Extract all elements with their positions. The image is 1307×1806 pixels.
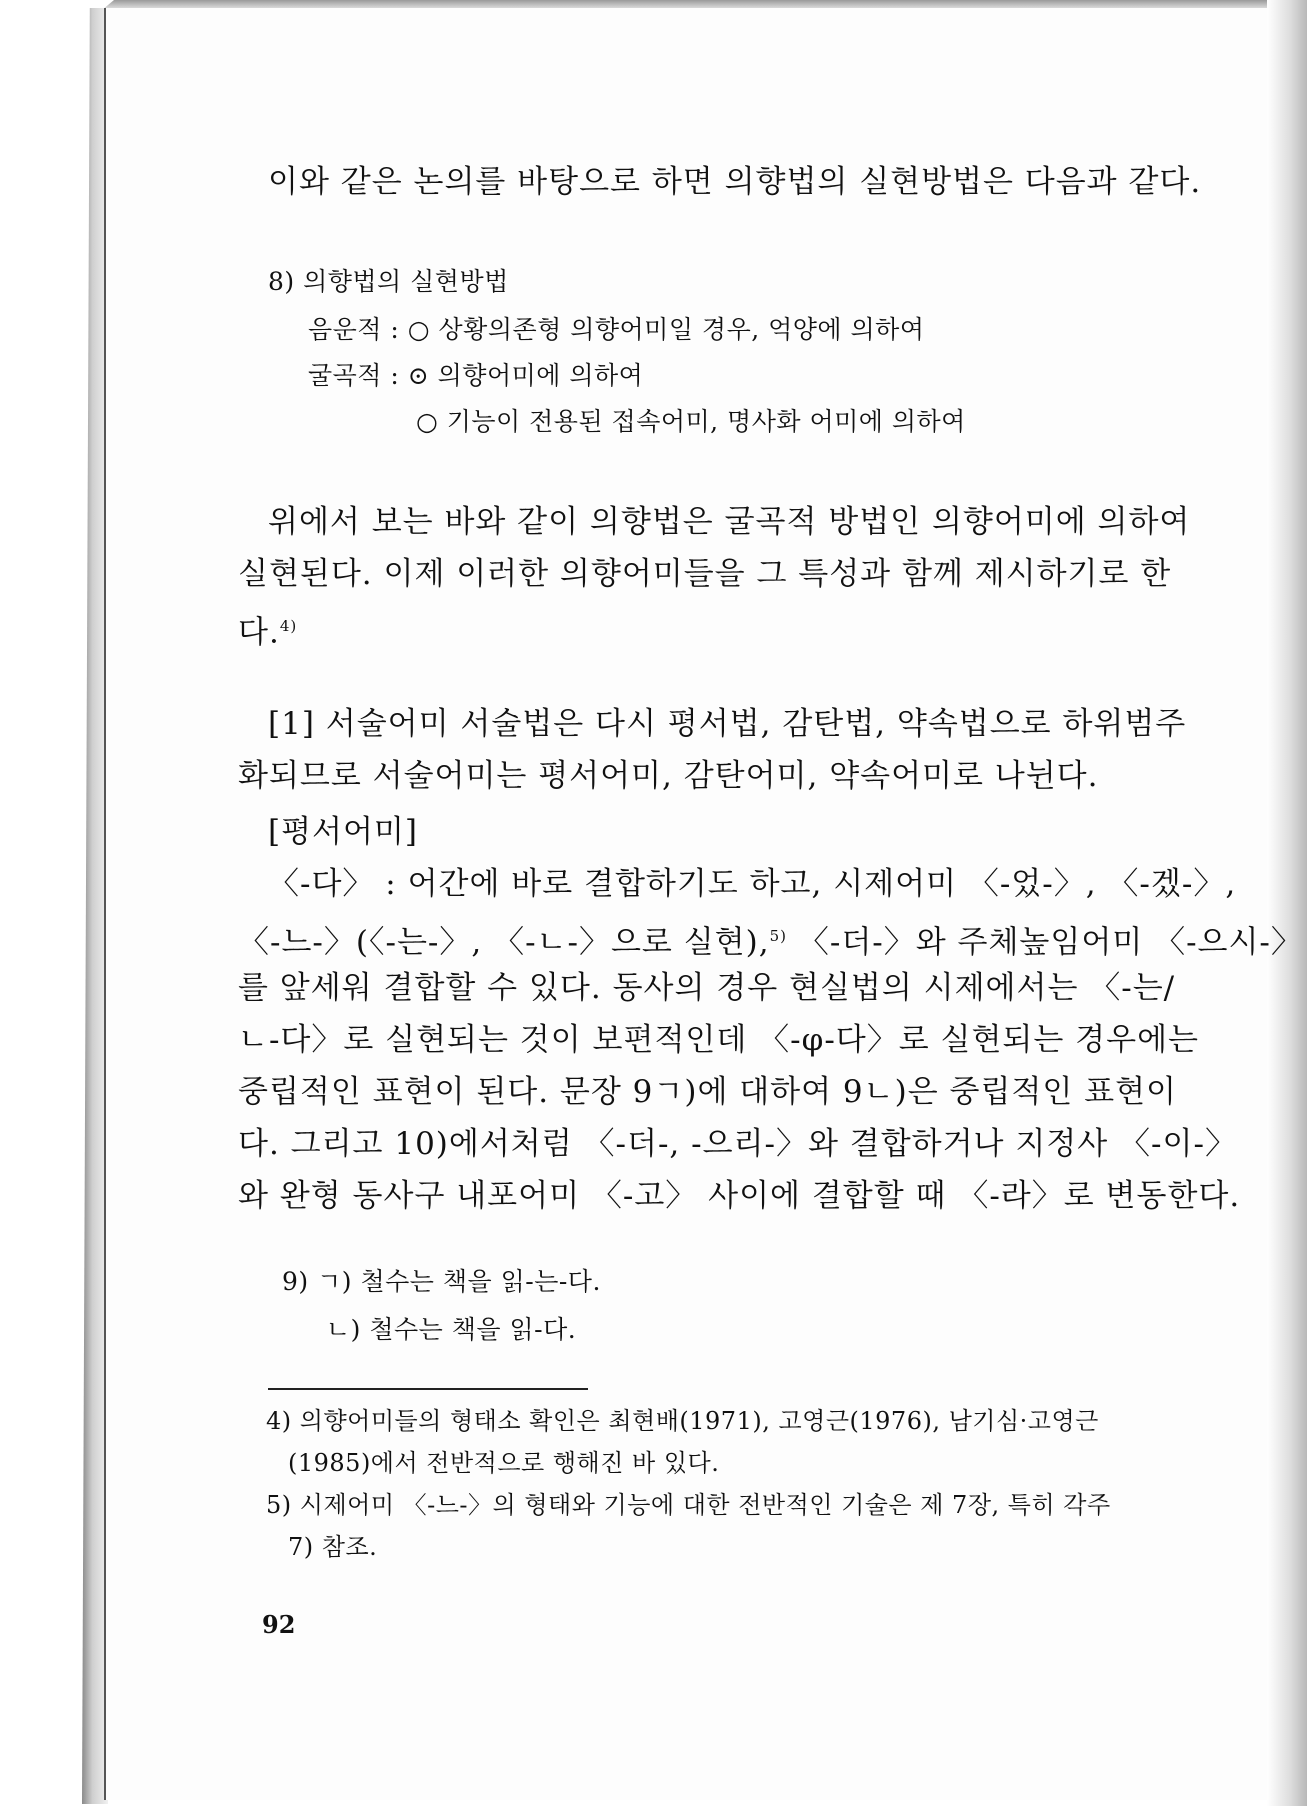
page-number: 92 [262, 1610, 296, 1639]
para3-line4: ㄴ-다〉로 실현되는 것이 보편적인데 〈-φ-다〉로 실현되는 경우에는 [238, 1022, 1199, 1058]
footnote-5-line1: 5) 시제어미 〈-느-〉의 형태와 기능에 대한 전반적인 기술은 제 7장, 특히 각주 [266, 1491, 1111, 1519]
para2-line2: 화되므로 서술어미는 평서어미, 감탄어미, 약속어미로 나뉜다. [238, 758, 1099, 794]
para3-line3: 를 앞세워 결합할 수 있다. 동사의 경우 현실법의 시제에서는 〈-는/ [238, 970, 1176, 1006]
footnote-rule [268, 1388, 588, 1390]
intro-line: 이와 같은 논의를 바탕으로 하면 의향법의 실현방법은 다음과 같다. [268, 164, 1202, 200]
para3-line2-a: 〈-느-〉(〈-는-〉, 〈-ㄴ-〉으로 실현), [238, 924, 770, 961]
example9-line1: 9) ㄱ) 철수는 책을 읽-는-다. [282, 1267, 601, 1296]
example8-title: 8) 의향법의 실현방법 [268, 267, 509, 296]
para1-line3-text: 다. [238, 614, 280, 651]
para3-line6: 다. 그리고 10)에서처럼 〈-더-, -으리-〉와 결합하거나 지정사 〈-이-〉 [238, 1126, 1237, 1162]
para1-line2: 실현된다. 이제 이러한 의향어미들을 그 특성과 함께 제시하기로 한 [238, 556, 1172, 592]
subhead: [평서어미] [268, 814, 418, 850]
footnote-5-line2: 7) 참조. [288, 1533, 378, 1561]
page-right-shadow [1267, 0, 1307, 1806]
example8-line1: 음운적 : ○ 상황의존형 의향어미일 경우, 억양에 의하여 [308, 315, 925, 344]
footnote-4-line1: 4) 의향어미들의 형태소 확인은 최현배(1971), 고영근(1976), 남기심·고영근 [266, 1407, 1099, 1435]
para1-line3 [238, 602, 297, 656]
example8-line2: 굴곡적 : ⊙ 의향어미에 의하여 [308, 361, 644, 390]
footnote-ref-4: 4) [279, 617, 298, 635]
para1-line1: 위에서 보는 바와 같이 의향법은 굴곡적 방법인 의향어미에 의하여 [268, 504, 1191, 540]
para3-line5: 중립적인 표현이 된다. 문장 9ㄱ)에 대하여 9ㄴ)은 중립적인 표현이 [238, 1074, 1177, 1110]
para2-line1: [1] 서술어미 서술법은 다시 평서법, 감탄법, 약속법으로 하위범주 [268, 706, 1187, 742]
para3-line1: 〈-다〉 : 어간에 바로 결합하기도 하고, 시제어미 〈-었-〉, 〈-겠-〉, [268, 866, 1237, 902]
footnote-4-line2: (1985)에서 전반적으로 행해진 바 있다. [288, 1449, 720, 1477]
para3-line7: 와 완형 동사구 내포어미 〈-고〉 사이에 결합할 때 〈-라〉로 변동한다. [238, 1178, 1241, 1214]
example9-line2: ㄴ) 철수는 책을 읽-다. [326, 1315, 577, 1344]
example8-line3: ○ 기능이 전용된 접속어미, 명사화 어미에 의하여 [416, 407, 966, 436]
para3-line2-b: 〈-더-〉와 주체높임어미 〈-으시-〉 [786, 924, 1303, 961]
para3-line2 [238, 912, 1303, 966]
footnote-ref-5: 5) [769, 927, 787, 945]
